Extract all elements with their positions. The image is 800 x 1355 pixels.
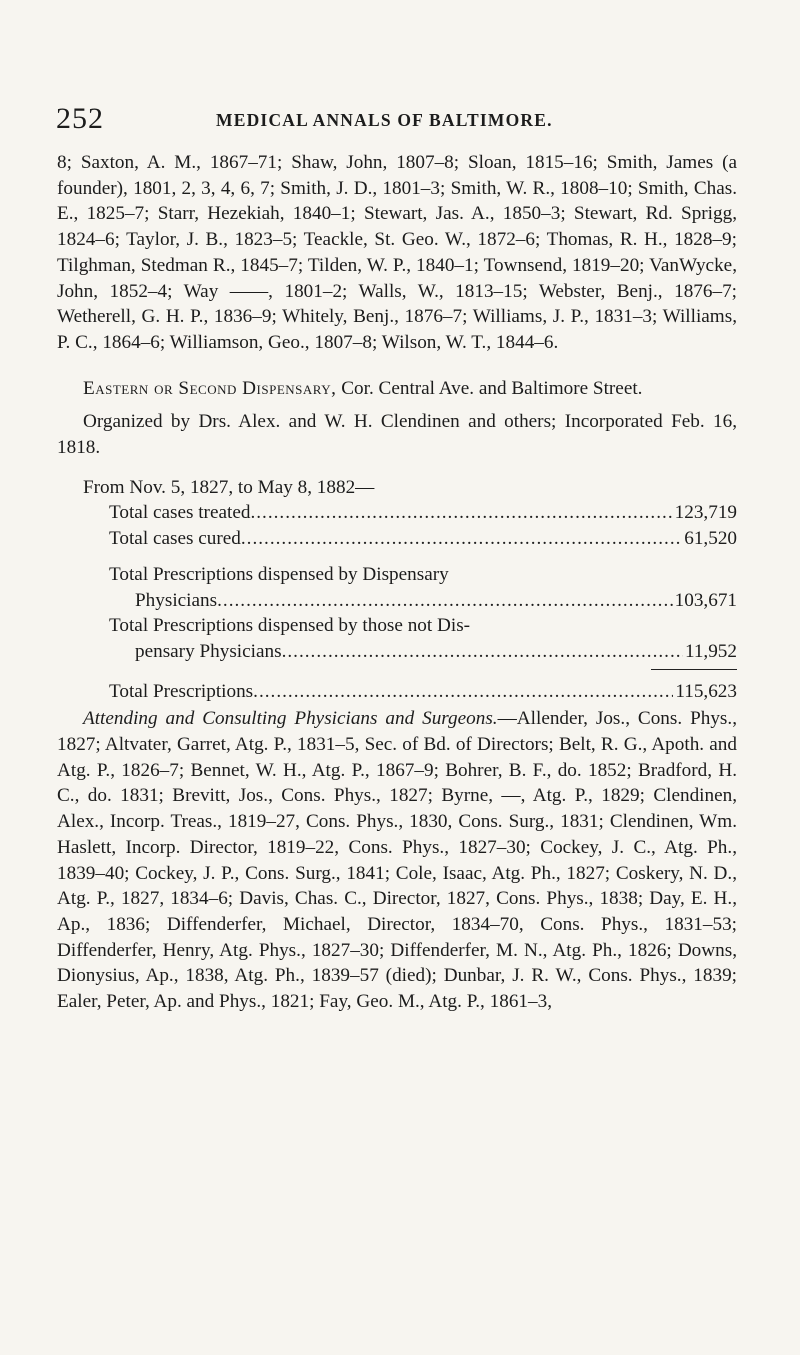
stat-continuation — [57, 588, 737, 614]
stat-row-rx-other — [57, 613, 737, 664]
stat-row-rx-dispensary — [57, 562, 737, 613]
stat-value: 123,719 — [674, 502, 737, 524]
stat-value: 61,520 — [684, 528, 737, 550]
dot-leader — [217, 588, 673, 614]
dot-leader — [241, 526, 682, 552]
dot-leader — [282, 639, 683, 665]
attending-list: —Allender, Jos., Cons. Phys., 1827; Altvater, Garret, Atg. P., 1831–5, Sec. of Bd. of Directors; Belt, R. G., Apoth. and Atg. P., 1826–7; Bennet, W. H., Atg. P., 1867–9; Bohrer, B. F., do. 1852; Bradford, H. C., do. 1831; Brevitt, Jos., Cons. Phys., 1827; Byrne, —, Atg. P., 1829; Clendinen, Alex., Incorp. Treas., 1819–27, Cons. Phys., 1830, Cons. Surg., 1831; Clendinen, Wm. Haslett, Incorp. Director, 1819–22, Cons. Phys., 1827–30; Cockey, J. C., Atg. Ph., 1839–40; Cockey, J. P., Cons. Surg., 1841; Cole, Isaac, Atg. Ph., 1827; Coskery, N. D., Atg. P., 1827, 1834–6; Davis, Chas. C., Director, 1827, Cons. Phys., 1838; Day, E. H., Ap., 1836; Diffenderfer, Michael, Director, 1834–70, Cons. Phys., 1831–53; Diffenderfer, Henry, Atg. Phys., 1827–30; Diffenderfer, M. N., Atg. Ph., 1826; Downs, Dionysius, Ap., 1838, Atg. Ph., 1839–57 (died); Dunbar, J. R. W., Cons. Phys., 1839; Ealer, Peter, Ap. and Phys., 1821; Fay, Geo. M., Atg. P., 1861–3, — [57, 708, 737, 1013]
attending-heading: Attending and Consulting Physicians and Surgeons. — [83, 708, 498, 730]
stat-label: Total Prescriptions dispensed by those not Dis- — [109, 615, 471, 637]
section-heading-address: Cor. Central Ave. and Baltimore Street. — [336, 377, 643, 399]
stat-value: 11,952 — [684, 640, 737, 662]
stat-value: 115,623 — [675, 680, 737, 702]
stats-table — [57, 500, 737, 704]
stat-row-rx-total — [57, 679, 737, 705]
stat-continuation — [57, 639, 737, 665]
running-title: MEDICAL ANNALS OF BALTIMORE. — [216, 110, 553, 130]
stat-label: Physicians — [135, 589, 218, 611]
organized-note: Organized by Drs. Alex. and W. H. Clendinen and others; Incorporated Feb. 16, 1818. — [57, 411, 737, 459]
sum-rule-row — [57, 669, 737, 677]
page-number: 252 — [56, 102, 104, 135]
attending-physicians-paragraph — [57, 706, 737, 1014]
stat-label: Total cases treated — [109, 502, 251, 524]
dot-leader — [250, 500, 672, 526]
stat-row-cases-treated — [57, 500, 737, 526]
stat-label: Total cases cured — [109, 528, 241, 550]
stat-row-cases-cured — [57, 526, 737, 552]
list-continuation: 8; Saxton, A. M., 1867–71; Shaw, John, 1807–8; Sloan, 1815–16; Smith, James (a founder), 1801, 2, 3, 4, 6, 7; Smith, J. D., 1801–3; Smith, W. R., 1808–10; Smith, Chas. E., 1825–7; Starr, Hezekiah, 1840–1; Stewart, Jas. A., 1850–3; Stewart, Rd. Sprigg, 1824–6; Taylor, J. B., 1823–5; Teackle, St. Geo. W., 1872–6; Thomas, R. H., 1828–9; Tilghman, Stedman R., 1845–7; Tilden, W. P., 1840–1; Townsend, 1819–20; VanWycke, John, 1852–4; Way ——, 1801–2; Walls, W., 1813–15; Webster, Benj., 1876–7; Wetherell, G. H. P., 1836–9; Whitely, Benj., 1876–7; Williams, J. P., 1831–3; Williams, P. C., 1864–6; Williamson, Geo., 1807–8; Wilson, W. T., 1844–6. — [57, 152, 737, 353]
section-heading — [57, 376, 737, 402]
stat-label: pensary Physicians — [135, 640, 282, 662]
sum-rule — [651, 669, 737, 677]
stat-label: Total Prescriptions dispensed by Dispensary — [109, 563, 449, 585]
page-body — [57, 150, 737, 1015]
stat-value: 103,671 — [674, 589, 737, 611]
page-header — [56, 102, 756, 135]
stat-label: Total Prescriptions — [109, 680, 254, 702]
dot-leader — [253, 679, 673, 705]
period-line: From Nov. 5, 1827, to May 8, 1882— — [83, 476, 375, 498]
section-heading-title: Eastern or Second Dispensary, — [83, 377, 337, 399]
